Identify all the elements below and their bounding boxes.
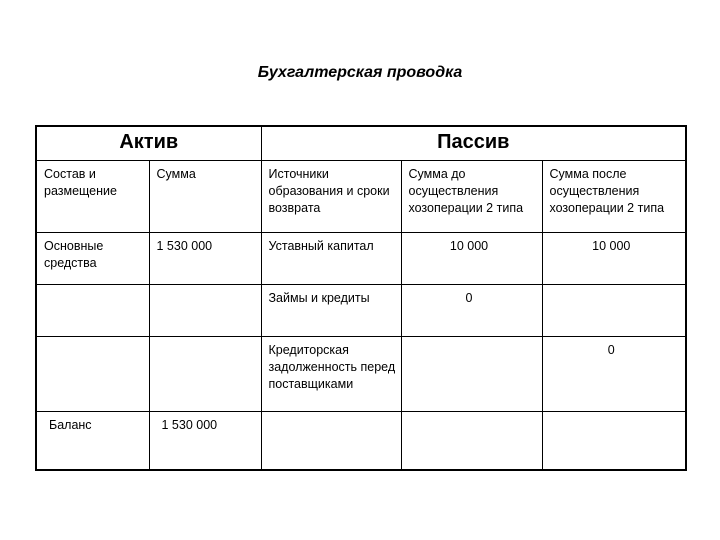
column-header-sum-before: Сумма до осуществления хозоперации 2 типа <box>401 161 542 233</box>
column-header-sources: Источники образования и сроки возврата <box>261 161 401 233</box>
table-row <box>36 233 686 285</box>
asset-sum-cell: 1 530 000 <box>149 233 261 285</box>
header-row <box>36 126 686 161</box>
table-row <box>36 285 686 337</box>
aktiv-header: Актив <box>36 126 261 161</box>
sum-before-cell <box>401 337 542 412</box>
balance-label: Баланс <box>36 412 149 471</box>
column-header-composition: Состав и размещение <box>36 161 149 233</box>
balance-sum: 1 530 000 <box>149 412 261 471</box>
table-row <box>36 337 686 412</box>
empty-cell <box>542 412 686 471</box>
sum-before-cell: 0 <box>401 285 542 337</box>
source-cell: Уставный капитал <box>261 233 401 285</box>
asset-cell <box>36 285 149 337</box>
sum-after-cell: 10 000 <box>542 233 686 285</box>
sum-before-cell: 10 000 <box>401 233 542 285</box>
column-header-sum-after: Сумма после осуществления хозоперации 2 типа <box>542 161 686 233</box>
source-cell: Займы и кредиты <box>261 285 401 337</box>
asset-sum-cell <box>149 337 261 412</box>
empty-cell <box>401 412 542 471</box>
passiv-header: Пассив <box>261 126 686 161</box>
asset-cell: Основные средства <box>36 233 149 285</box>
asset-sum-cell <box>149 285 261 337</box>
page-title: Бухгалтерская проводка <box>257 64 463 81</box>
column-header-row <box>36 161 686 233</box>
empty-cell <box>261 412 401 471</box>
column-header-sum: Сумма <box>149 161 261 233</box>
balance-row <box>36 412 686 471</box>
accounting-entry-table <box>35 125 687 471</box>
asset-cell <box>36 337 149 412</box>
sum-after-cell <box>542 285 686 337</box>
source-cell: Кредиторская задолженность перед поставщиками <box>261 337 401 412</box>
sum-after-cell: 0 <box>542 337 686 412</box>
